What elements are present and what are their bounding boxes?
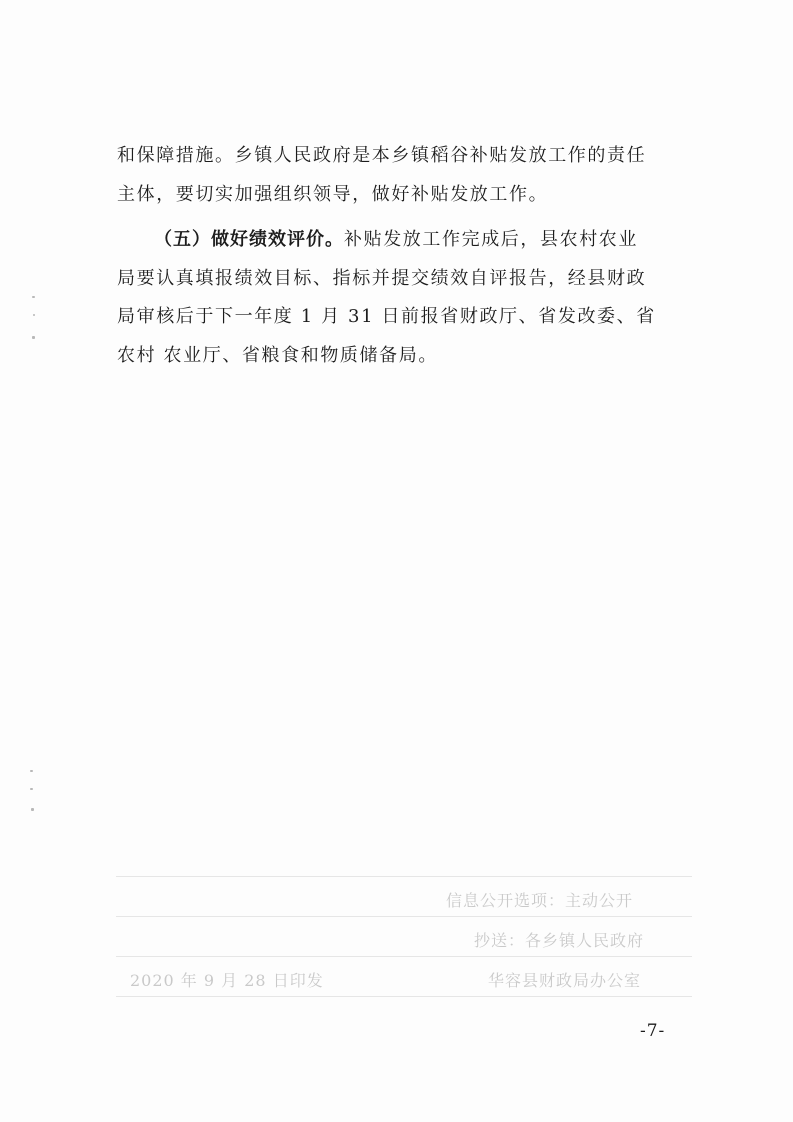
binding-mark [30, 788, 33, 790]
body-text-line: 和保障措施。乡镇人民政府是本乡镇稻谷补贴发放工作的责任 [117, 145, 647, 166]
cc-line: 抄送：各乡镇人民政府 [474, 931, 645, 950]
section-heading: （五）做好绩效评价。 [154, 229, 344, 250]
body-paragraph [117, 137, 677, 214]
binding-mark [32, 336, 35, 339]
issuer-office: 华容县财政局办公室 [488, 971, 642, 990]
page-number: -7- [640, 1021, 666, 1041]
footer-rule [116, 876, 692, 877]
body-paragraph [117, 221, 677, 375]
binding-mark [32, 296, 35, 298]
binding-mark [31, 808, 34, 811]
body-text-line: 补贴发放工作完成后，县农村农业 [344, 229, 638, 250]
footer-rule [116, 996, 692, 997]
print-date: 2020 年 9 月 28 日印发 [130, 971, 324, 990]
footer-rule [116, 956, 692, 957]
binding-mark [30, 770, 33, 772]
body-text-line: 局要认真填报绩效目标、指标并提交绩效自评报告，经县财政 [117, 267, 647, 289]
body-text-line: 农村 农业厅、省粮食和物质储备局。 [117, 344, 438, 366]
binding-mark [33, 314, 35, 316]
footer-rule [116, 916, 692, 917]
body-text-line: 局审核后于下一年度 1 月 31 日前报省财政厅、省发改委、省 [117, 306, 656, 327]
disclosure-option: 信息公开选项：主动公开 [446, 891, 634, 910]
body-text-line: 主体，要切实加强组织领导，做好补贴发放工作。 [117, 183, 549, 205]
